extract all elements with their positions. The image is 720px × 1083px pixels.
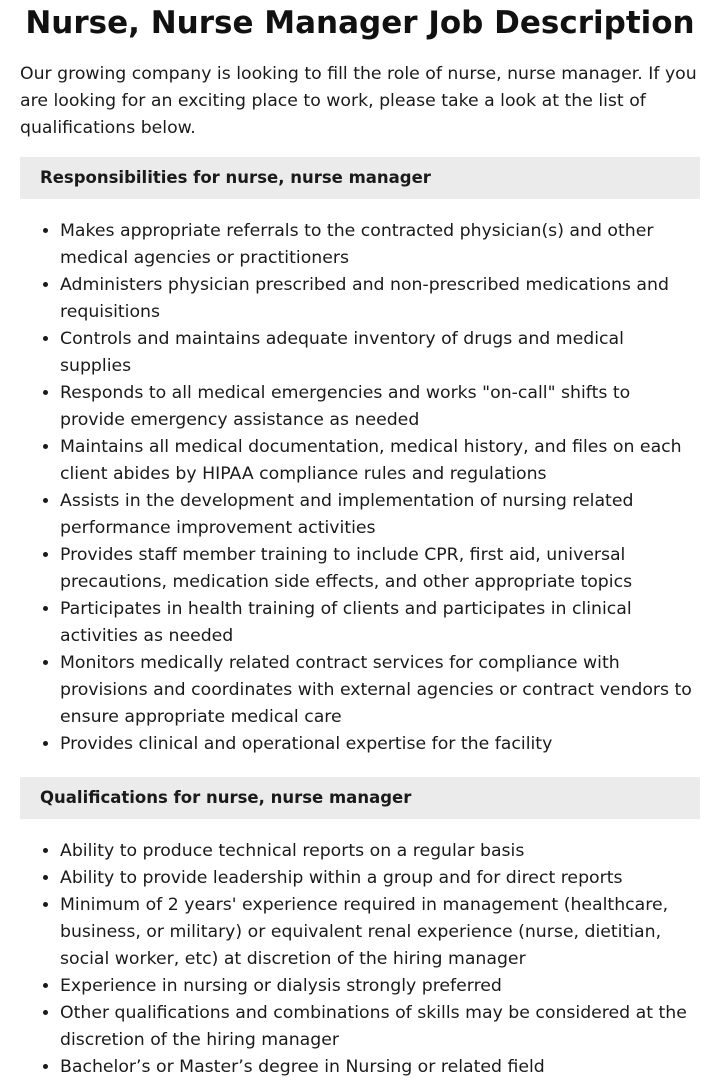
list-item: • Other qualifications and combinations of skills may be considered at the discretion of the hiring manager bbox=[60, 1000, 700, 1054]
responsibilities-heading: Responsibilities for nurse, nurse manager bbox=[20, 157, 700, 199]
list-item: • Responds to all medical emergencies and works "on-call" shifts to provide emergency assistance as needed bbox=[60, 380, 700, 434]
list-item: • Participates in health training of clients and participates in clinical activities as needed bbox=[60, 596, 700, 650]
list-item: • Ability to produce technical reports on a regular basis bbox=[60, 838, 700, 865]
list-item: • Provides staff member training to include CPR, first aid, universal precautions, medication side effects, and other appropriate topics bbox=[60, 542, 700, 596]
list-item: • Provides clinical and operational expertise for the facility bbox=[60, 731, 700, 758]
qualifications-list bbox=[20, 838, 700, 1081]
list-item: • Bachelor’s or Master’s degree in Nursing or related field bbox=[60, 1054, 700, 1081]
list-item: • Minimum of 2 years' experience required in management (healthcare, business, or military) or equivalent renal experience (nurse, dietitian, social worker, etc) at discretion of the hiring manager bbox=[60, 892, 700, 973]
responsibilities-list bbox=[20, 218, 700, 758]
intro-paragraph: Our growing company is looking to fill the role of nurse, nurse manager. If you are looking for an exciting place to work, please take a look at the list of qualifications below. bbox=[20, 64, 697, 138]
qualifications-heading: Qualifications for nurse, nurse manager bbox=[20, 777, 700, 819]
list-item: • Experience in nursing or dialysis strongly preferred bbox=[60, 973, 700, 1000]
list-item: • Monitors medically related contract services for compliance with provisions and coordinates with external agencies or contract vendors to ensure appropriate medical care bbox=[60, 650, 700, 731]
list-item: • Assists in the development and implementation of nursing related performance improvement activities bbox=[60, 488, 700, 542]
list-item: • Ability to provide leadership within a group and for direct reports bbox=[60, 865, 700, 892]
list-item: • Controls and maintains adequate inventory of drugs and medical supplies bbox=[60, 326, 700, 380]
page-title: Nurse, Nurse Manager Job Description bbox=[25, 5, 695, 41]
list-item: • Administers physician prescribed and non-prescribed medications and requisitions bbox=[60, 272, 700, 326]
list-item: • Maintains all medical documentation, medical history, and files on each client abides by HIPAA compliance rules and regulations bbox=[60, 434, 700, 488]
list-item: • Makes appropriate referrals to the contracted physician(s) and other medical agencies or practitioners bbox=[60, 218, 700, 272]
